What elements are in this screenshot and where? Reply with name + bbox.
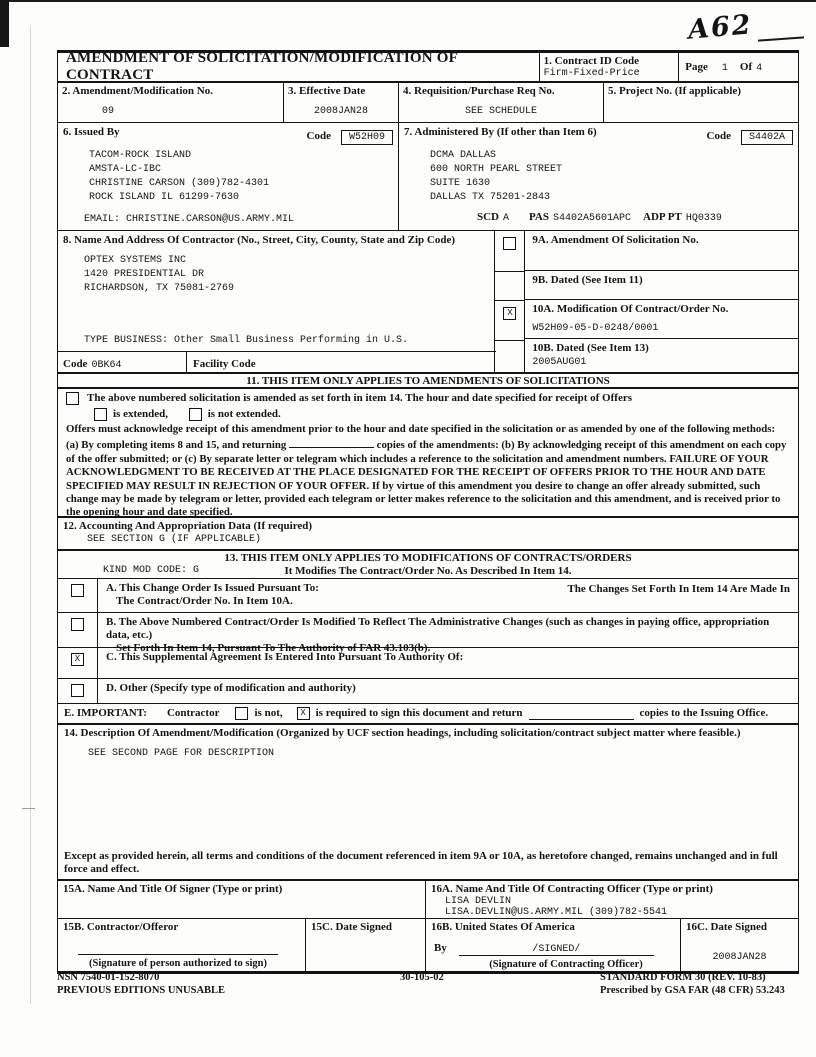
footer-center-block <box>400 971 600 997</box>
field-4-label: 4. Requisition/Purchase Req No. <box>403 85 555 97</box>
checkbox-9a <box>503 237 516 250</box>
field-10a <box>525 300 798 339</box>
issued-by-address-line: ROCK ISLAND IL 61299-7630 <box>89 192 240 203</box>
scan-tick-artifact <box>22 808 35 809</box>
field-2-amendment-no <box>58 83 284 122</box>
fields-6-7-row <box>58 123 798 231</box>
field-7-code-label: Code <box>706 130 731 142</box>
scan-vertical-line-artifact <box>30 26 31 1004</box>
field-15c <box>306 919 426 971</box>
checkbox-10a-cell <box>495 301 525 341</box>
contractor-address-line: RICHARDSON, TX 75081-2769 <box>84 283 235 294</box>
field-10a-value: W52H09-05-D-0248/0001 <box>532 323 659 335</box>
field-9a-label: 9A. Amendment Of Solicitation No. <box>532 234 699 246</box>
administered-by-address-line: 600 NORTH PEARL STREET <box>430 164 563 175</box>
solicitation-amended-text: The above numbered solicitation is amended as set forth in item 14. The hour and date specified for receipt of Offers <box>87 392 632 405</box>
field-5-project-no <box>604 83 798 122</box>
solicitation-amended-checkbox <box>66 392 79 405</box>
section-12-label: 12. Accounting And Appropriation Data (If required) <box>63 520 313 532</box>
checkbox-9a-cell <box>495 231 525 272</box>
form-header-row <box>58 50 798 83</box>
standard-form-name: STANDARD FORM 30 (REV. 10-83) <box>600 972 766 983</box>
administered-by-address-line: DALLAS TX 75201-2843 <box>430 192 551 203</box>
section-11-line2 <box>94 408 790 421</box>
kind-mod-code: KIND MOD CODE: G <box>103 565 200 576</box>
field-10a-label: 10A. Modification Of Contract/Order No. <box>532 303 729 316</box>
row-c-checkbox: X <box>71 653 84 666</box>
paragraph-text-after-blank: copies of the amendments: (b) By acknowledging receipt of this amendment on each copy of the offer submitted; or (c) By separate letter or telegram which includes a reference to the solicitation and amendment numbers. FAILURE OF YOUR ACKNOWLEDGMENT TO BE RECEIVED AT THE PLACE DESIGNATED FOR THE RECEIPT OF OFFERS PRIOR TO THE HOUR AND DATE SPECIFIED MAY RESULT IN REJECTION OF YOUR OFFER. If by virtue of this amendment you desire to change an offer already submitted, such change may be made by telegram or letter, provided each telegram or letter makes reference to the solicitation and this amendment, and is received prior to the opening hour and date specified. <box>66 439 787 519</box>
row-e-copies-blank <box>529 708 634 720</box>
contracting-officer-email: LISA.DEVLIN@US.ARMY.MIL (309)782-5541 <box>445 907 668 918</box>
contractor-address-line: OPTEX SYSTEMS INC <box>84 255 187 266</box>
contractor-code-label: Code <box>63 358 88 370</box>
section-13-heading-line1: 13. THIS ITEM ONLY APPLIES TO MODIFICATIONS OF CONTRACTS/ORDERS <box>224 552 632 564</box>
issued-by-address-line: AMSTA-LC-IBC <box>89 164 162 175</box>
section-13-row-a <box>58 579 798 613</box>
adp-pt-value: HQ0339 <box>685 213 722 224</box>
field-3-effective-date <box>284 83 399 122</box>
contract-id-code-value: Firm-Fixed-Price <box>543 68 640 79</box>
issued-by-email: EMAIL: CHRISTINE.CARSON@US.ARMY.MIL <box>84 214 295 225</box>
prescribed-by-note: Prescribed by GSA FAR (48 CFR) 53.243 <box>600 985 785 996</box>
field-2-value: 09 <box>102 106 115 117</box>
contractor-address <box>84 254 494 296</box>
field-9a <box>525 231 798 271</box>
contractor-code-value: 0BK64 <box>91 360 122 371</box>
field-16b-caption: (Signature of Contracting Officer) <box>489 959 643 970</box>
page-of-label: Of <box>739 61 753 73</box>
contracting-officer-name: LISA DEVLIN <box>445 896 512 907</box>
row-a-line2: The Contract/Order No. In Item 10A. <box>116 595 293 607</box>
row-d-checkbox <box>71 684 84 697</box>
row-c-line1: C. This Supplemental Agreement Is Entered Into Pursuant To Authority Of: <box>106 651 464 663</box>
section-13-row-d <box>58 679 798 704</box>
field-8-contractor <box>58 231 495 372</box>
contractor-type-business: TYPE BUSINESS: Other Small Business Performing in U.S. <box>84 335 409 346</box>
field-15b-caption: (Signature of person authorized to sign) <box>88 958 268 969</box>
field-2-label: 2. Amendment/Modification No. <box>62 85 213 97</box>
section-13-heading <box>58 551 798 579</box>
signed-value: /SIGNED/ <box>459 944 654 956</box>
row-b-text <box>98 613 798 654</box>
section-13-row-c <box>58 648 798 679</box>
fields-9a-10b-column <box>525 231 798 372</box>
facility-code-cell <box>187 352 496 372</box>
usa-by-line <box>434 938 674 956</box>
section-12-value: SEE SECTION G (IF APPLICABLE) <box>87 534 262 545</box>
handwritten-underline <box>758 36 804 41</box>
section-13-row-b <box>58 613 798 654</box>
issued-by-address-line: TACOM-ROCK ISLAND <box>89 150 192 161</box>
section-11-heading: 11. THIS ITEM ONLY APPLIES TO AMENDMENTS OF SOLICITATIONS <box>58 374 798 389</box>
row-b-line1: B. The Above Numbered Contract/Order Is Modified To Reflect The Administrative Changes (such as changes in paying office, appropriation data, etc.) <box>106 616 770 641</box>
field-8-label: 8. Name And Address Of Contractor (No., Street, City, County, State and Zip Code) <box>63 234 456 246</box>
row-a-line1: A. This Change Order Is Issued Pursuant To: <box>106 582 319 594</box>
field-9b <box>525 271 798 300</box>
pas-label: PAS <box>529 211 549 223</box>
field-16c <box>681 919 798 971</box>
field-16c-value: 2008JAN28 <box>712 952 767 963</box>
form-footer <box>57 971 799 997</box>
checkbox-spacer-cell <box>495 272 525 301</box>
field-10b-label: 10B. Dated (See Item 13) <box>532 342 649 355</box>
contractor-signature-line <box>78 954 278 955</box>
row-e-contractor-label: Contractor <box>166 707 220 719</box>
row-b-line2: Set Forth In Item 14, Pursuant To The Authority of FAR 43.103(b). <box>116 642 431 654</box>
row-a-right-note: The Changes Set Forth In Item 14 Are Made In <box>567 583 790 595</box>
section-11-line1 <box>66 392 790 405</box>
checkbox-column-9-10 <box>495 231 525 372</box>
page-number: 1 <box>721 63 728 74</box>
field-6-code-label: Code <box>306 130 331 142</box>
checkbox-10a: X <box>503 307 516 320</box>
section-14-label: 14. Description Of Amendment/Modification (Organized by UCF section headings, including solicitation/contract subject matter where feasible.) <box>64 727 741 739</box>
is-not-extended-checkbox <box>189 408 202 421</box>
fields-2-to-5-row <box>58 83 798 123</box>
row-a-text <box>98 579 798 612</box>
footer-nsn-block <box>57 971 400 997</box>
administered-by-address-line: DCMA DALLAS <box>430 150 497 161</box>
field-6-label: 6. Issued By <box>63 126 120 138</box>
issued-by-address-line: CHRISTINE CARSON (309)782-4301 <box>89 178 270 189</box>
previous-editions-note: PREVIOUS EDITIONS UNUSABLE <box>57 985 226 996</box>
field-4-value: SEE SCHEDULE <box>464 106 537 117</box>
nsn-number: NSN 7540-01-152-8070 <box>57 972 160 983</box>
field-6-issued-by <box>58 123 399 230</box>
field-16a <box>426 881 798 918</box>
contract-id-code-label: 1. Contract ID Code <box>543 55 639 67</box>
field-7-administered-by <box>399 123 798 230</box>
paragraph-text-before-blank: Offers must acknowledge receipt of this amendment prior to the hour and date specified in the solicitation or as amended by one of the following methods: (a) By completing items 8 and 15, and returning <box>66 423 776 452</box>
administered-by-address <box>430 149 793 205</box>
row-e-important-label: E. IMPORTANT: <box>64 707 147 719</box>
field-10b <box>525 339 798 372</box>
except-as-provided-note: Except as provided herein, all terms and conditions of the document referenced in item 9A or 10A, as heretofore changed, remains unchanged and in full force and effect. <box>64 850 778 875</box>
field-15c-label: 15C. Date Signed <box>311 921 392 933</box>
field-7-label: 7. Administered By (If other than Item 6) <box>404 126 597 138</box>
scd-value: A <box>503 213 510 224</box>
issued-by-address <box>89 149 393 205</box>
page-indicator <box>679 53 798 81</box>
field-6-code-value: W52H09 <box>341 130 393 145</box>
field-3-value: 2008JAN28 <box>313 106 368 117</box>
scan-left-bar-artifact <box>0 0 9 47</box>
row-d-line1: D. Other (Specify type of modification and authority) <box>106 682 356 694</box>
field-16a-label: 16A. Name And Title Of Contracting Officer (Type or print) <box>431 883 713 895</box>
fields-8-9-10-row <box>58 231 798 374</box>
field-3-label: 3. Effective Date <box>288 85 366 97</box>
row-c-text <box>98 648 798 678</box>
field-9b-label: 9B. Dated (See Item 11) <box>532 274 643 287</box>
row-b-checkbox <box>71 618 84 631</box>
row-e-is-not-label: is not, <box>254 707 283 719</box>
facility-code-label: Facility Code <box>193 358 256 370</box>
section-12 <box>58 518 798 551</box>
field-16b-label: 16B. United States Of America <box>431 921 575 933</box>
field-5-label: 5. Project No. (If applicable) <box>608 85 741 97</box>
field-15a <box>58 881 426 918</box>
form-title: AMENDMENT OF SOLICITATION/MODIFICATION OF CONTRACT <box>58 53 540 81</box>
section-14-value: SEE SECOND PAGE FOR DESCRIPTION <box>88 748 275 759</box>
section-13-heading-line2: It Modifies The Contract/Order No. As Described In Item 14. <box>284 565 572 577</box>
scd-label: SCD <box>477 211 500 223</box>
row-d-text <box>98 679 798 703</box>
page-label: Page <box>685 61 708 73</box>
sf30-form <box>57 50 799 974</box>
section-11-paragraph <box>66 423 790 520</box>
page-total: 4 <box>756 63 763 74</box>
field-15b-label: 15B. Contractor/Offeror <box>63 921 179 933</box>
field-16c-label: 16C. Date Signed <box>686 921 767 933</box>
scan-top-edge-artifact <box>0 0 816 2</box>
is-not-extended-label: is not extended. <box>207 408 281 421</box>
contractor-code-cell <box>58 352 187 372</box>
fields-15b-16c-row <box>58 919 798 971</box>
row-e-copies-label: copies to the Issuing Office. <box>639 707 769 719</box>
fields-15a-16a-row <box>58 881 798 919</box>
pas-value: S4402A5601APC <box>553 213 632 224</box>
adp-pt-label: ADP PT <box>643 211 682 223</box>
scd-pas-adp-line <box>477 207 722 225</box>
administered-by-address-line: SUITE 1630 <box>430 178 491 189</box>
section-13-row-e <box>58 704 798 725</box>
handwritten-annotation: A62 <box>686 9 754 46</box>
copies-count-blank <box>289 436 374 448</box>
contractor-address-line: 1420 PRESIDENTIAL DR <box>84 269 205 280</box>
by-label: By <box>434 942 447 954</box>
field-4-requisition-no <box>399 83 604 122</box>
row-e-required-checkbox: X <box>297 707 310 720</box>
section-14 <box>58 725 798 881</box>
section-11-body <box>58 389 798 518</box>
field-15a-label: 15A. Name And Title Of Signer (Type or print) <box>63 883 283 895</box>
field-16b <box>426 919 681 971</box>
row-e-required-label: is required to sign this document and return <box>315 707 523 719</box>
row-e-is-not-checkbox <box>235 707 248 720</box>
contract-id-code-cell <box>540 53 680 81</box>
row-a-checkbox <box>71 584 84 597</box>
field-10b-value: 2005AUG01 <box>532 357 587 369</box>
is-extended-checkbox <box>94 408 107 421</box>
footer-form-id-block <box>600 971 799 997</box>
footer-center-number: 30-105-02 <box>400 972 444 983</box>
field-15b <box>58 919 306 971</box>
is-extended-label: is extended, <box>113 408 168 421</box>
field-7-code-value: S4402A <box>741 130 793 145</box>
contractor-code-row <box>58 351 496 372</box>
